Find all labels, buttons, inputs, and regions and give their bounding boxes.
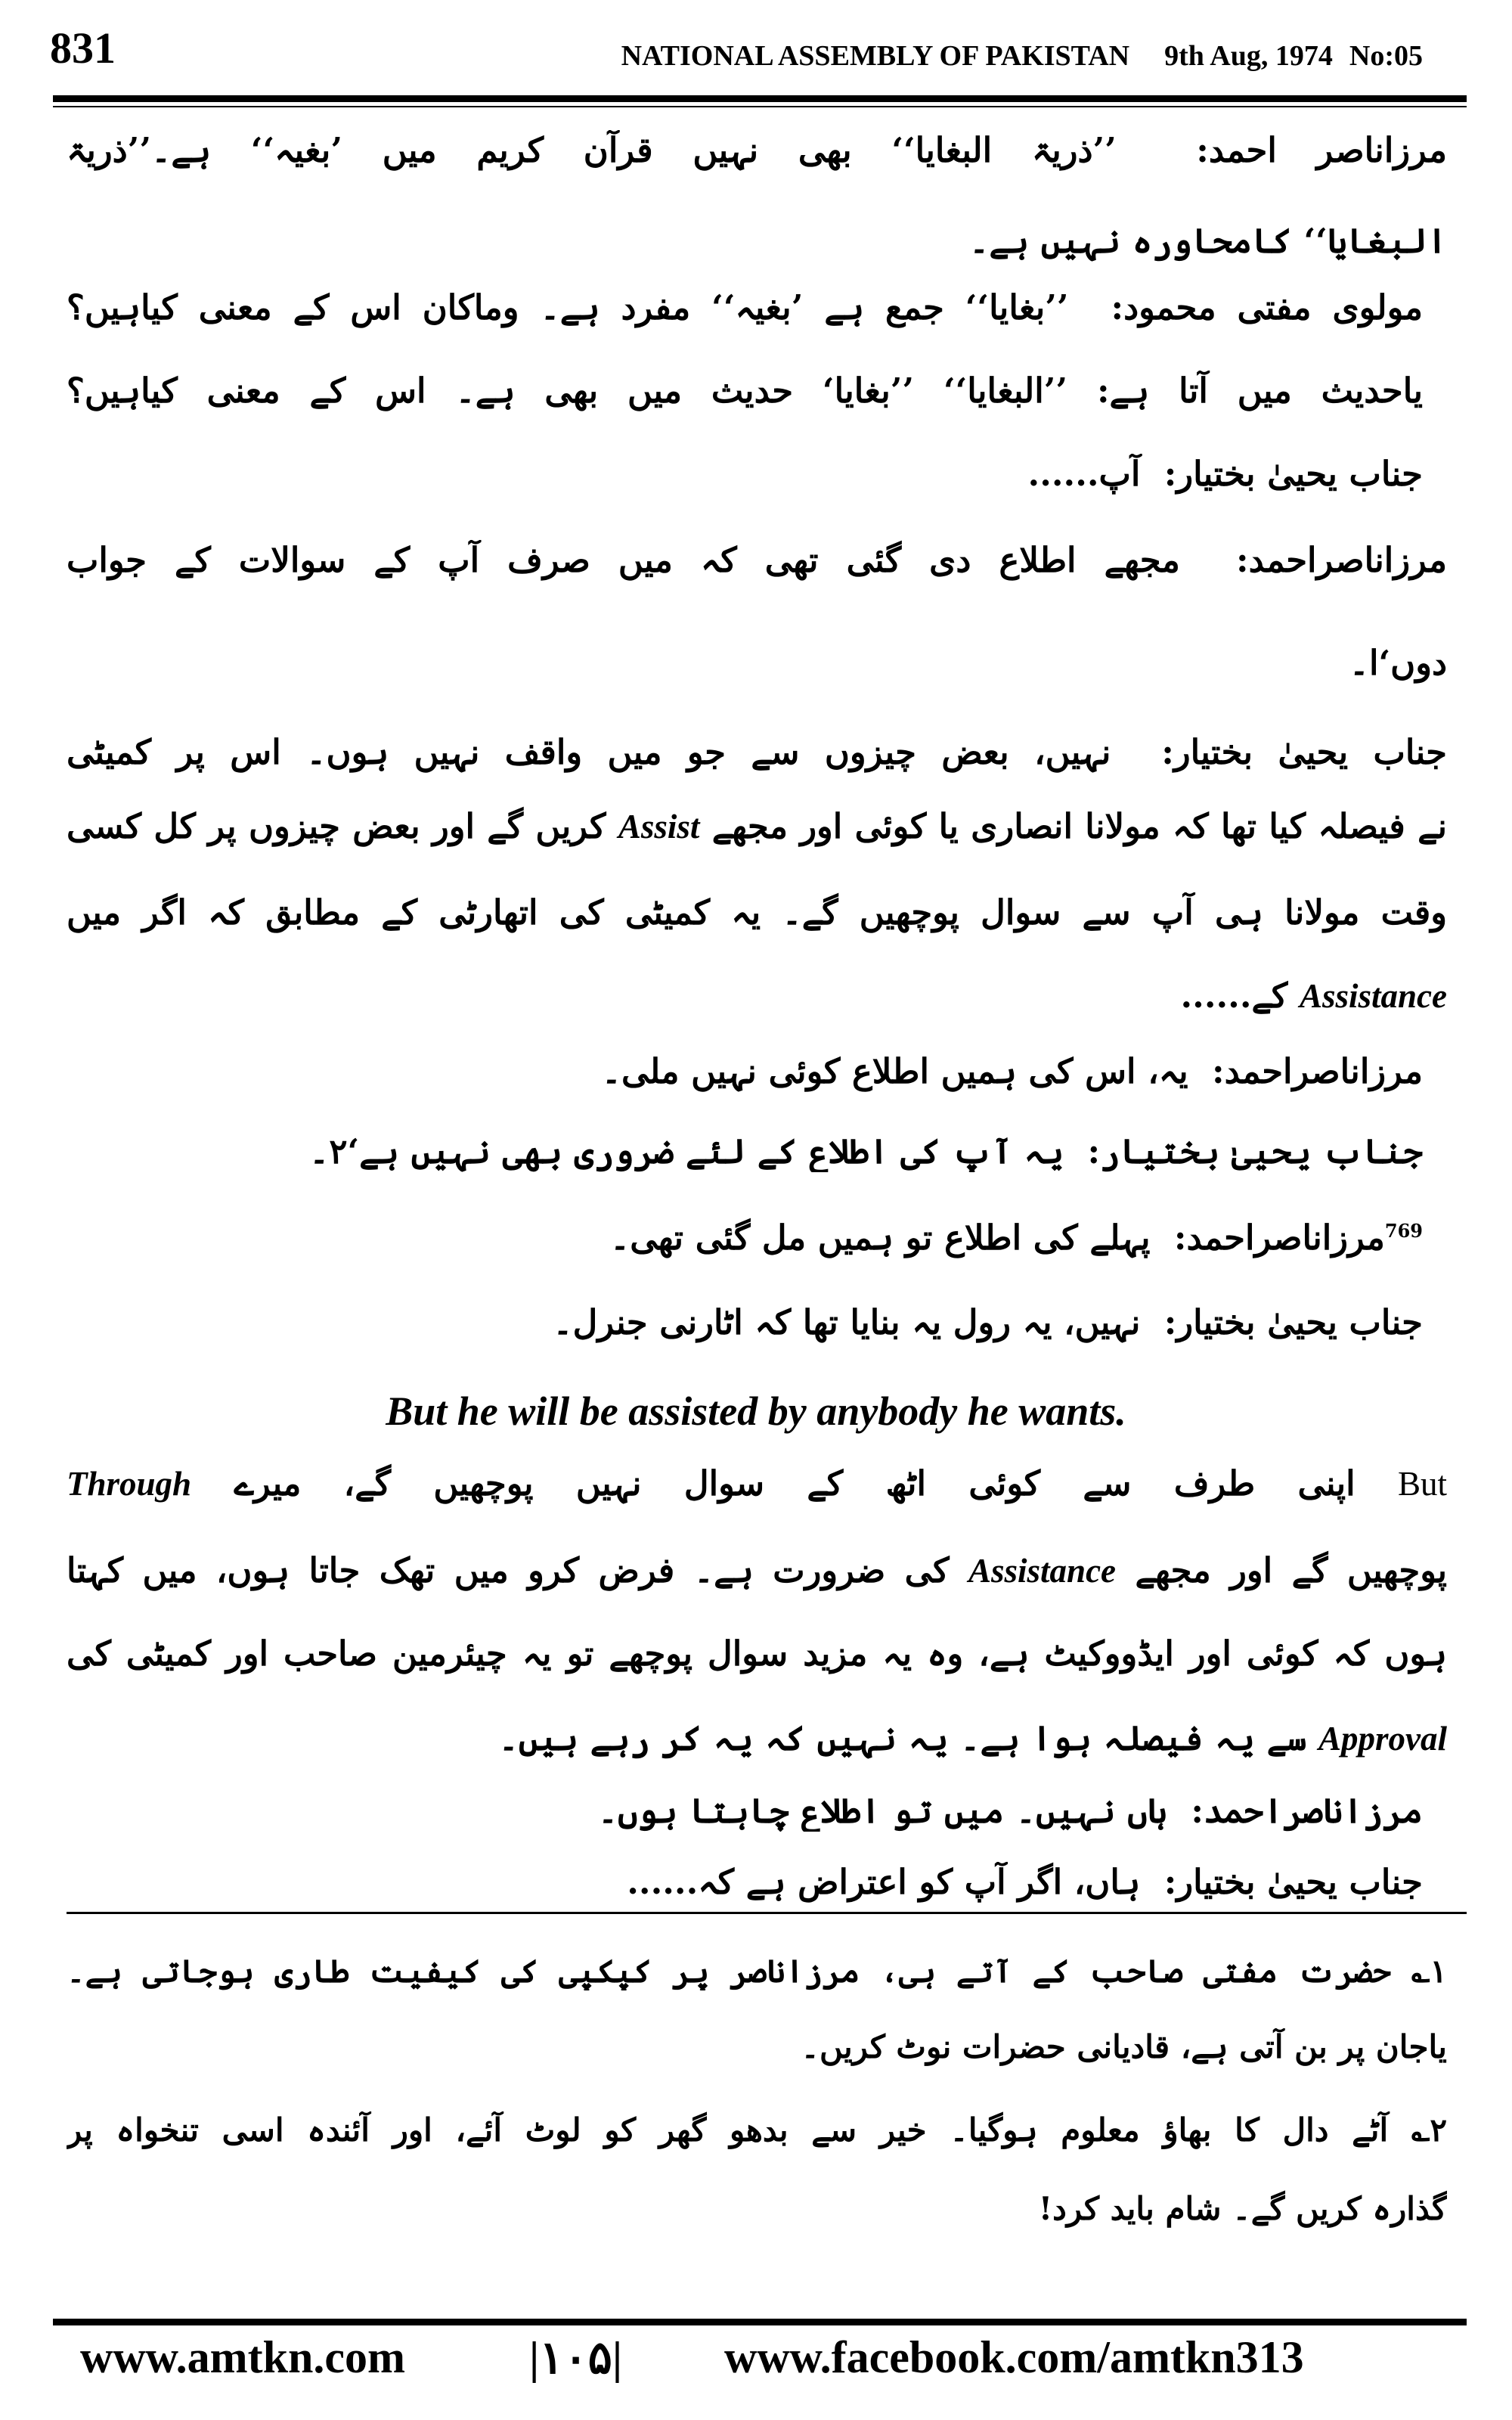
header-number: No:05 (1349, 40, 1423, 72)
footer-page-number: |۱۰۵| (529, 2333, 623, 2383)
dialogue-line: But اپنی طرف سے کوئی اٹھ کے سوال نہیں پوچھیں گے، میرے Through (67, 1463, 1447, 1503)
dialogue-line: نے فیصلہ کیا تھا کہ مولانا انصاری یا کوئی اور مجھے Assist کریں گے اور بعض چیزوں پر کل کسی (67, 806, 1447, 846)
header-rule-thin (53, 106, 1467, 107)
footer-facebook-link[interactable]: www.facebook.com/amtkn313 (724, 2332, 1304, 2382)
dialogue-line: یاحدیث میں آتا ہے: ’’البغایا‘‘ ’’بغایا‘ حدیث میں بھی ہے۔ اس کے معنی کیاہیں؟ (67, 371, 1423, 411)
dialogue-line: جناب یحییٰ بختیار: ہاں، اگر آپ کو اعتراض ہے کہ...... (627, 1862, 1423, 1902)
footer-rule (53, 2319, 1467, 2325)
header-title: NATIONAL ASSEMBLY OF PAKISTAN (621, 40, 1130, 72)
dialogue-line: دوں‘ا۔ (1349, 643, 1447, 683)
dialogue-line: Approval سے یہ فیصلہ ہوا ہے۔ یہ نہیں کہ یہ کر رہے ہیں۔ (498, 1718, 1447, 1758)
dialogue-line: مرزاناصراحمد: یہ، اس کی ہمیں اطلاع کوئی نہیں ملی۔ (601, 1051, 1423, 1091)
footnote: ۲؎ آٹے دال کا بھاؤ معلوم ہوگیا۔ خیر سے بدھو گھر کو لوٹ آئے، اور آئندہ اسی تنخواہ پر (67, 2111, 1447, 2149)
dialogue-line: مرزاناصراحمد: مجھے اطلاع دی گئی تھی کہ میں صرف آپ کے سوالات کے جواب (67, 540, 1447, 580)
dialogue-line: جناب یحییٰ بختیار: آپ...... (1027, 454, 1423, 494)
dialogue-line: پوچھیں گے اور مجھے Assistance کی ضرورت ہے۔ فرض کرو میں تھک جاتا ہوں، میں کہتا (67, 1550, 1447, 1590)
dialogue-line: مرزاناصر احمد: ’’ذریۃ البغایا‘‘ بھی نہیں قرآن کریم میں ’بغیہ‘‘ ہے۔’’ذریۃ (67, 130, 1447, 170)
dialogue-line: جناب یحییٰ بختیار: نہیں، یہ رول یہ بنایا تھا کہ اٹارنی جنرل۔ (553, 1302, 1423, 1342)
footnote: گذارہ کریں گے۔ شام باید کرد! (1038, 2190, 1447, 2227)
dialogue-line: وقت مولانا ہی آپ سے سوال پوچھیں گے۔ یہ کمیٹی کی اتھارٹی کے مطابق کہ اگر میں (67, 892, 1447, 932)
dialogue-line: البغایا‘‘ کامحاورہ نہیں ہے۔ (968, 221, 1447, 261)
page-marker: 769 (1384, 1220, 1423, 1242)
footnote: ۱؎ حضرت مفتی صاحب کے آتے ہی، مرزاناصر پر کپکپی کی کیفیت طاری ہوجاتی ہے۔ (67, 1953, 1447, 1990)
dialogue-line: Assistance کے...... (1180, 976, 1447, 1016)
header-rule (53, 95, 1467, 102)
dialogue-line: ہوں کہ کوئی اور ایڈووکیٹ ہے، وہ یہ مزید سوال پوچھے تو یہ چیئرمین صاحب اور کمیٹی کی (67, 1634, 1447, 1674)
page-number: 831 (50, 23, 116, 73)
dialogue-line: $^{769}$مرزاناصراحمد: پہلے کی اطلاع تو ہمیں مل گئی تھی۔ (609, 1218, 1423, 1258)
footnote-divider (67, 1912, 1467, 1914)
footer-website-link[interactable]: www.amtkn.com (80, 2332, 405, 2382)
dialogue-line: مرزاناصراحمد: ہاں نہیں۔ میں تو اطلاع چاہتا ہوں۔ (597, 1791, 1423, 1831)
dialogue-line: مولوی مفتی محمود: ’’بغایا‘‘ جمع ہے ’بغیہ‘‘ مفرد ہے۔ وماکان اس کے معنی کیاہیں؟ (67, 287, 1423, 327)
running-header (587, 39, 1423, 73)
dialogue-line: جناب یحییٰ بختیار: نہیں، بعض چیزوں سے جو میں واقف نہیں ہوں۔ اس پر کمیٹی (67, 732, 1447, 772)
dialogue-line: جناب یحییٰ بختیار: یہ آپ کی اطلاع کے لئے ضروری بھی نہیں ہے‘۲۔ (308, 1131, 1423, 1171)
english-quote: But he will be assisted by anybody he wants. (386, 1388, 1126, 1434)
header-date: 9th Aug, 1974 (1164, 40, 1333, 72)
footnote: یاجان پر بن آتی ہے، قادیانی حضرات نوٹ کریں۔ (801, 2028, 1447, 2065)
